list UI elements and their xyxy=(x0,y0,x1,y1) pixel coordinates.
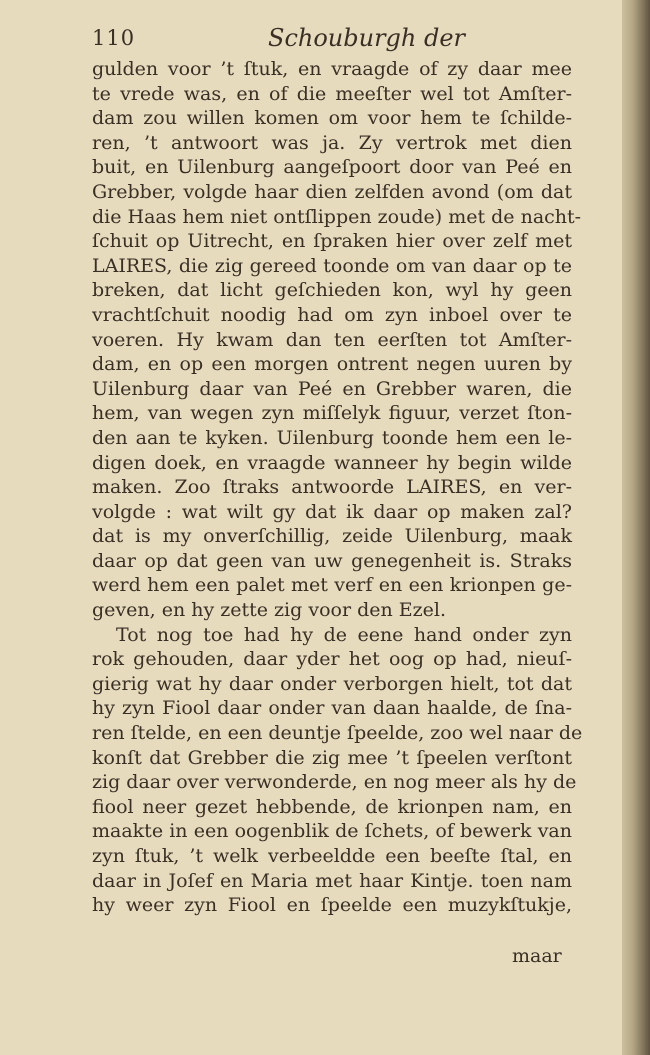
text-line: zig daar over verwonderde, en nog meer als hy de xyxy=(92,771,577,794)
text-line: voeren. Hy kwam dan ten eerſten tot Amſter- xyxy=(92,328,572,351)
text-line: die Haas hem niet ontſlippen zoude) met de nacht- xyxy=(92,205,582,228)
text-line: dat is my onverſchillig, zeide Uilenburg, maak xyxy=(92,525,572,548)
text-line: dam, en op een morgen ontrent negen uuren by xyxy=(92,353,572,376)
text-line: konſt dat Grebber die zig mee ’t ſpeelen verſtont xyxy=(92,746,572,769)
page-edge xyxy=(622,0,650,1055)
text-line: gierig wat hy daar onder verborgen hielt, tot dat xyxy=(92,672,572,695)
page-number: 110 xyxy=(92,26,136,50)
text-line: zyn ſtuk, ’t welk verbeeldde een beeſte ſtal, en xyxy=(92,845,572,867)
text-line: hy zyn Fiool daar onder van daan haalde, de ſna- xyxy=(92,697,572,720)
text-line: Grebber, volgde haar dien zelfden avond (om dat xyxy=(92,180,572,203)
text-line: digen doek, en vraagde wanneer hy begin wilde xyxy=(92,451,572,474)
text-line: ren, ’t antwoort was ja. Zy vertrok met dien xyxy=(92,131,572,154)
text-line: dam zou willen komen om voor hem te ſchilde- xyxy=(92,107,572,130)
text-line: te vrede was, en of die meeſter wel tot Amſter- xyxy=(92,82,572,105)
text-line: Tot nog toe had hy de eene hand onder zyn xyxy=(116,623,572,646)
text-line: maken. Zoo ſtraks antwoorde LAIRES, en ver- xyxy=(92,476,572,499)
text-line: hem, van wegen zyn miſſelyk figuur, verzet ſton- xyxy=(92,402,572,425)
text-line: fiool neer gezet hebbende, de krionpen nam, en xyxy=(92,795,572,818)
text-line: maakte in een oogenblik de ſchets, of bewerk van xyxy=(92,820,572,843)
text-line: volgde : wat wilt gy dat ik daar op maken zal? xyxy=(92,500,572,523)
text-line: hy weer zyn Fiool en ſpeelde een muzykſtukje, xyxy=(92,894,572,917)
text-line: daar in Joſef en Maria met haar Kintje. toen nam xyxy=(92,869,572,892)
text-line: ren ſtelde, en een deuntje ſpeelde, zoo wel naar de xyxy=(92,722,583,745)
text-line: den aan te kyken. Uilenburg toonde hem een le- xyxy=(92,426,572,449)
running-head: Schouburgh der xyxy=(268,24,466,52)
text-line: werd hem een palet met verf en een krionpen ge- xyxy=(92,574,572,597)
page-header xyxy=(92,24,552,54)
text-line: LAIRES, die zig gereed toonde om van daar op te xyxy=(92,254,572,277)
body-text xyxy=(92,57,583,918)
catchword: maar xyxy=(512,945,562,967)
text-line: ſchuit op Uitrecht, en ſpraken hier over zelf met xyxy=(92,230,572,253)
text-line: breken, dat licht geſchieden kon, wyl hy geen xyxy=(92,279,572,302)
text-line: rok gehouden, daar yder het oog op had, nieuſ- xyxy=(92,648,572,671)
text-line: vrachtſchuit noodig had om zyn inboel over te xyxy=(92,303,572,326)
text-line: gulden voor ’t ſtuk, en vraagde of zy daar mee xyxy=(92,58,572,80)
text-line: daar op dat geen van uw genegenheit is. Straks xyxy=(92,549,572,572)
text-line: buit, en Uilenburg aangeſpoort door van Peé en xyxy=(92,156,572,179)
text-line: geven, en hy zette zig voor den Ezel. xyxy=(92,599,446,622)
text-line: Uilenburg daar van Peé en Grebber waren, die xyxy=(92,377,572,400)
